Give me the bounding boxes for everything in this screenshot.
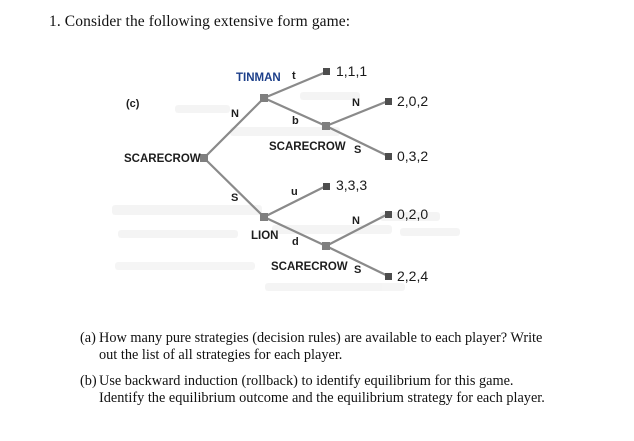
subtask-a-text: How many pure strategies (decision rules) are available to each player? Write out the list of all strategies for each player. (99, 330, 543, 363)
node-scarecrow-root (200, 154, 208, 162)
terminal-b-n (385, 98, 392, 105)
player-label-scarecrow-bottom: SCARECROW (271, 261, 348, 273)
subtask-b-text: Use backward induction (rollback) to identify equilibrium for this game. Identify the equilibrium outcome and the equilibrium strategy for each player. (99, 373, 545, 406)
terminal-d-s (385, 273, 392, 280)
subtask-a (80, 330, 560, 364)
action-label-tinman-b: b (292, 115, 299, 127)
question-title: 1. Consider the following extensive form game: (49, 13, 351, 30)
action-label-root-n: N (231, 108, 239, 120)
player-label-scarecrow-root: SCARECROW (124, 153, 201, 165)
payoff-d-n: 0,2,0 (397, 206, 429, 222)
subtask-b (80, 373, 560, 407)
player-label-lion: LION (251, 230, 279, 242)
action-label-root-s: S (231, 192, 239, 204)
action-label-scarecrow-top-s: S (354, 144, 362, 156)
action-label-tinman-t: t (292, 70, 296, 82)
payoff-b-n: 2,0,2 (397, 93, 429, 109)
node-scarecrow-bottom (322, 242, 330, 250)
player-label-tinman: TINMAN (236, 72, 281, 84)
payoff-b-s: 0,3,2 (397, 148, 429, 164)
subtask-a-marker: (a) (80, 330, 96, 346)
node-scarecrow-top (322, 122, 330, 130)
terminal-b-s (385, 153, 392, 160)
action-label-scarecrow-bottom-n: N (352, 215, 360, 227)
terminal-d-n (385, 211, 392, 218)
action-label-scarecrow-top-n: N (352, 97, 360, 109)
terminal-u (323, 183, 330, 190)
action-label-lion-d: d (292, 236, 299, 248)
player-label-scarecrow-top: SCARECROW (269, 141, 346, 153)
figure-part-label: (c) (126, 98, 140, 110)
action-label-lion-u: u (291, 186, 298, 198)
subtask-b-marker: (b) (80, 373, 97, 389)
payoff-t: 1,1,1 (336, 63, 368, 79)
terminal-t (323, 68, 330, 75)
payoff-d-s: 2,2,4 (397, 268, 429, 284)
node-lion (260, 213, 268, 221)
action-label-scarecrow-bottom-s: S (354, 264, 362, 276)
payoff-u: 3,3,3 (336, 177, 368, 193)
node-tinman (260, 94, 268, 102)
